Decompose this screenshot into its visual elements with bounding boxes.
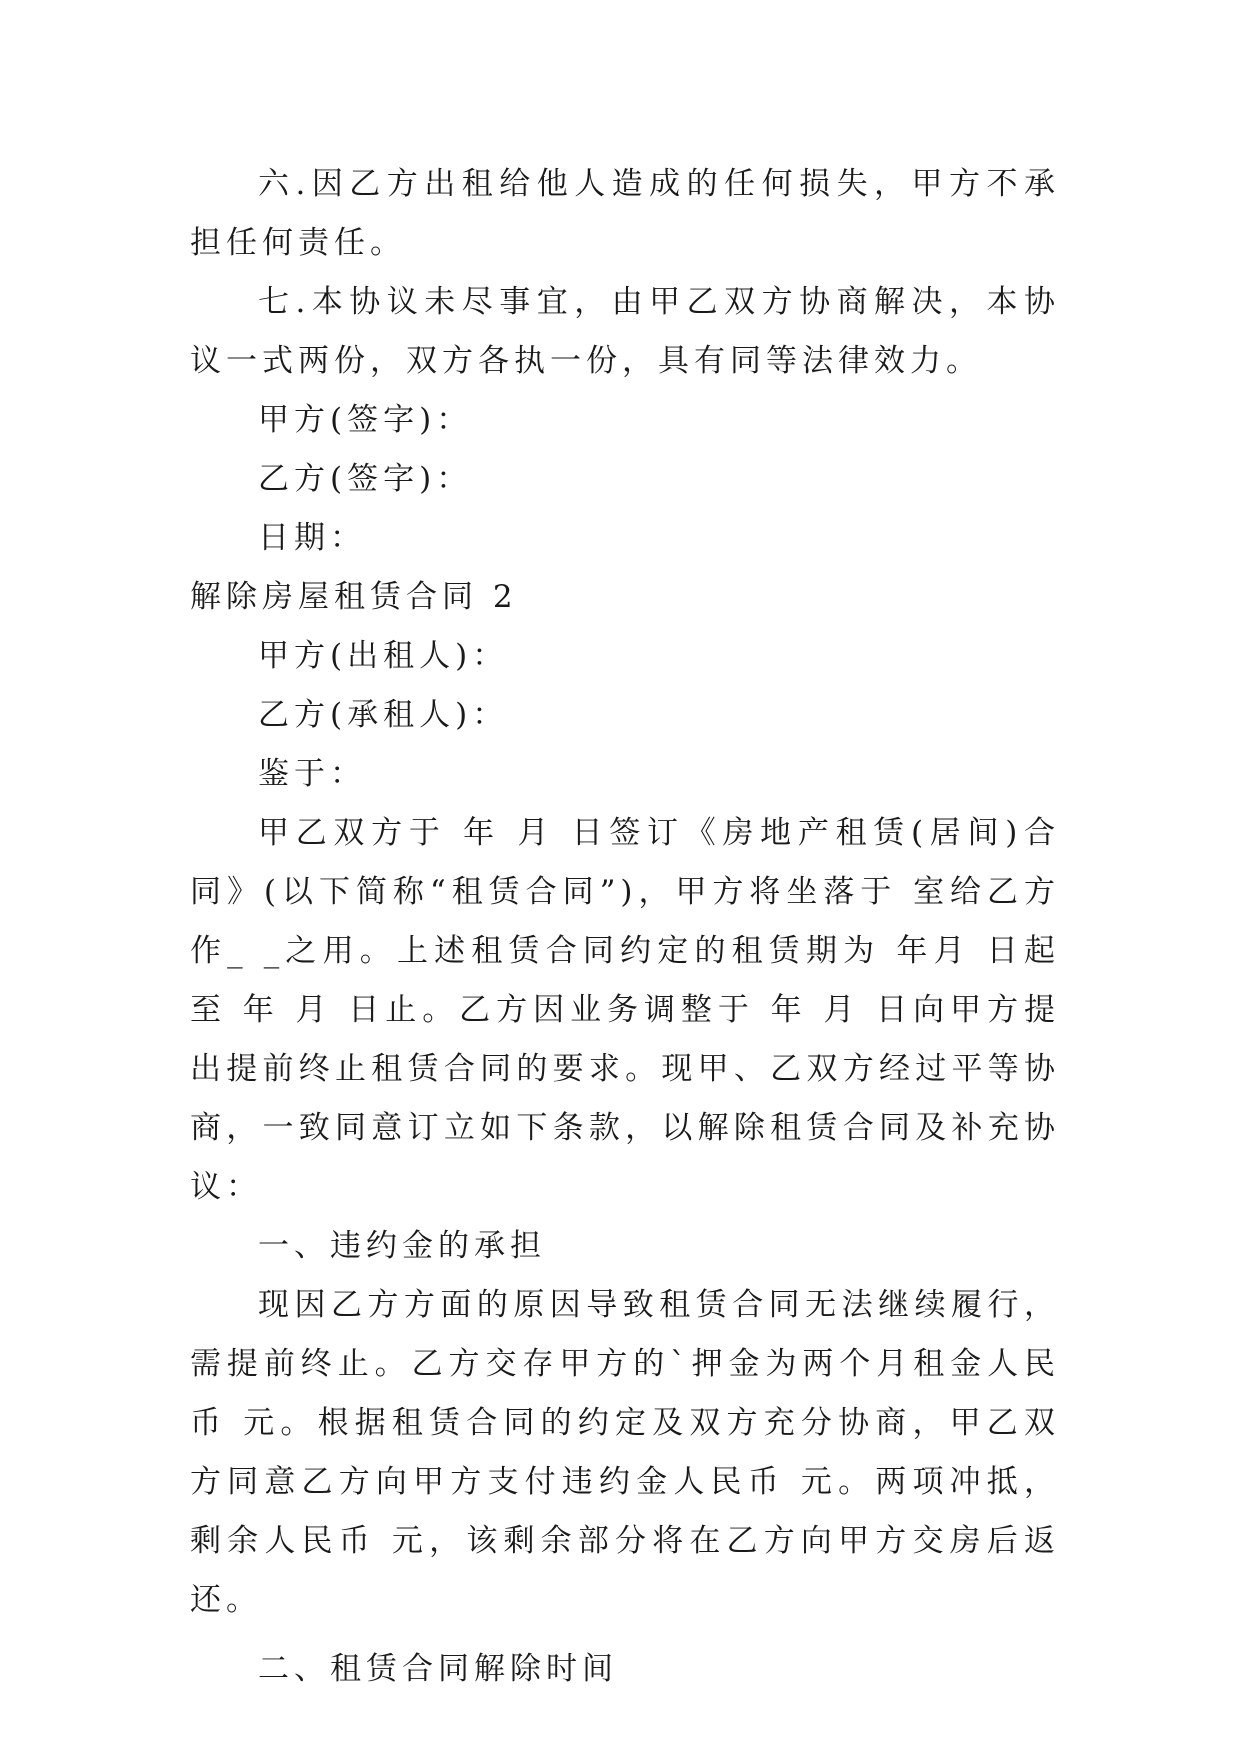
party-b-signature-line: 乙方(签字)：: [258, 461, 473, 497]
heading-termination-time: 二、租赁合同解除时间: [258, 1651, 618, 1687]
party-a-signature-line: 甲方(签字)：: [258, 402, 473, 438]
party-a-lessor-line: 甲方(出租人)：: [258, 638, 509, 674]
recital-paragraph: 甲乙双方于 年 月 日签订《房地产租赁(居间)合同》(以下简称“租赁合同”)，甲方将坐落于 室给乙方作_ _之用。上述租赁合同约定的租赁期为 年月 日起至 年 月 日止。乙方因业务调整于 年 月 日向甲方提出提前终止租赁合同的要求。现甲、乙双方经过平等协商，一致同意订立如下条款，以解除租赁合同及补充协议：: [190, 815, 1060, 1205]
party-b-lessee-line: 乙方(承租人)：: [258, 697, 509, 733]
heading-penalty: 一、违约金的承担: [258, 1228, 546, 1264]
document-page: [190, 155, 1060, 1699]
clause-seven: 七.本协议未尽事宜，由甲乙双方协商解决，本协议一式两份，双方各执一份，具有同等法律效力。: [190, 284, 1060, 379]
section-title: 解除房屋租赁合同 2: [190, 579, 518, 615]
clause-six: 六.因乙方出租给他人造成的任何损失，甲方不承担任何责任。: [190, 166, 1060, 261]
whereas-line: 鉴于：: [258, 756, 366, 792]
penalty-paragraph: 现因乙方方面的原因导致租赁合同无法继续履行，需提前终止。乙方交存甲方的`押金为两个月租金人民币 元。根据租赁合同的约定及双方充分协商，甲乙双方同意乙方向甲方支付违约金人民币 元。两项冲抵，剩余人民币 元，该剩余部分将在乙方向甲方交房后返还。: [190, 1287, 1060, 1618]
date-line: 日期：: [258, 520, 366, 556]
